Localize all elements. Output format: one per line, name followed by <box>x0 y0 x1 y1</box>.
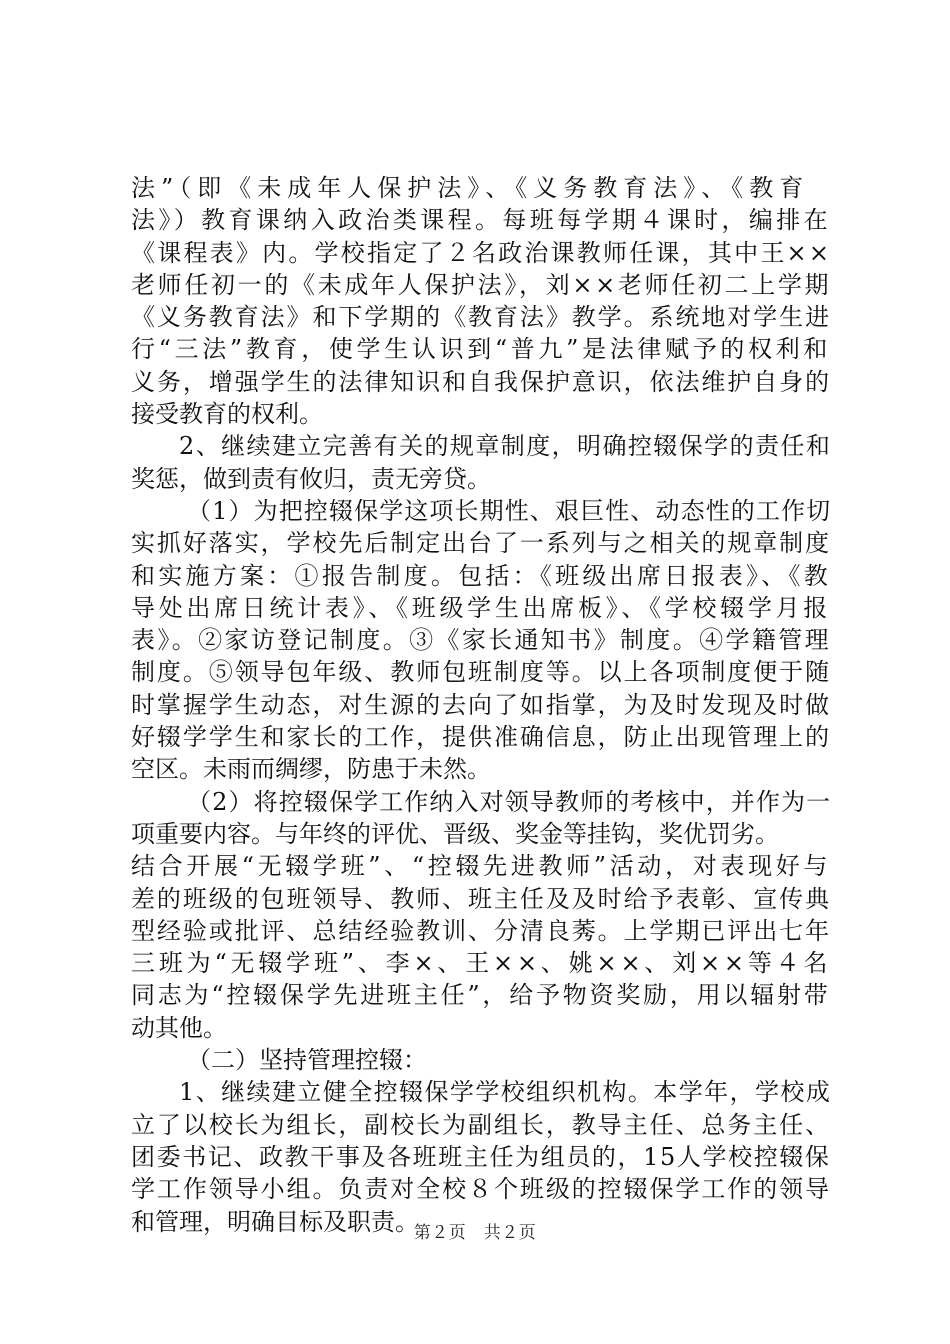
page-footer: 第２页 共２页 <box>413 1223 537 1243</box>
text-line: 学工作领导小组。负责对全校８个班级的控辍保学工作的领导 <box>131 1175 831 1204</box>
text-line: 表》。②家访登记制度。③《家长通知书》制度。④学籍管理 <box>131 626 831 655</box>
text-line: 制度。⑤领导包年级、教师包班制度等。以上各项制度便于随 <box>131 658 831 687</box>
text-line: 结合开展“无辍学班”、“控辍先进教师”活动，对表现好与 <box>131 852 832 881</box>
text-line: 好辍学学生和家长的工作，提供准确信息，防止出现管理上的 <box>131 723 831 752</box>
text-line: 型经验或批评、总结经验教训、分清良莠。上学期已评出七年 <box>131 916 831 945</box>
text-line: 空区。未雨而绸缪，防患于未然。 <box>131 755 491 784</box>
text-line: （2）将控辍保学工作纳入对领导教师的考核中，并作为一 <box>187 787 832 816</box>
text-line: 项重要内容。与年终的评优、晋级、奖金等挂钩，奖优罚劣。 <box>131 819 779 848</box>
text-line: 1、继续建立健全控辍保学学校组织机构。本学年，学校成 <box>179 1078 832 1107</box>
text-line: 《课程表》内。学校指定了２名政治课教师任课，其中王×× <box>131 238 832 267</box>
text-line: 老师任初一的《未成年人保护法》，刘××老师任初二上学期 <box>131 270 832 299</box>
text-line: 法”（即《未成年人保护法》、《义务教育法》、《教育 <box>131 174 810 202</box>
text-line: 动其他。 <box>131 1013 227 1042</box>
text-line: 立了以校长为组长，副校长为副组长，教导主任、总务主任、 <box>131 1110 831 1139</box>
text-line: 《义务教育法》和下学期的《教育法》教学。系统地对学生进 <box>131 303 831 332</box>
text-line: 义务，增强学生的法律知识和自我保护意识，依法维护自身的 <box>131 367 831 396</box>
text-line: 行“三法”教育，使学生认识到“普九”是法律赋予的权利和 <box>131 335 832 364</box>
text-line: 导处出席日统计表》、《班级学生出席板》、《学校辍学月报 <box>131 593 831 622</box>
body-text <box>131 172 831 1238</box>
text-line: （二）坚持管理控辍： <box>187 1046 427 1075</box>
text-line: 团委书记、政教干事及各班班主任为组员的，15人学校控辍保 <box>131 1142 831 1171</box>
text-line: 实抓好落实，学校先后制定出台了一系列与之相关的规章制度 <box>131 529 831 558</box>
text-line: 奖惩，做到责有攸归，责无旁贷。 <box>131 464 491 493</box>
text-line: 接受教育的权利。 <box>131 400 323 429</box>
text-line: 同志为“控辍保学先进班主任”，给予物资奖励，用以辐射带 <box>131 981 831 1010</box>
text-line: 法》）教育课纳入政治类课程。每班每学期４课时，编排在 <box>131 206 831 235</box>
text-line: 和实施方案：①报告制度。包括：《班级出席日报表》、《教 <box>131 561 831 590</box>
text-line: 2、继续建立完善有关的规章制度，明确控辍保学的责任和 <box>179 432 832 461</box>
text-line: 差的班级的包班领导、教师、班主任及及时给予表彰、宣传典 <box>131 884 831 913</box>
text-line: 三班为“无辍学班”、李×、王××、姚××、刘××等４名 <box>131 949 832 978</box>
text-line: 时掌握学生动态，对生源的去向了如指掌，为及时发现及时做 <box>131 690 831 719</box>
text-line: 和管理，明确目标及职责。 <box>131 1207 419 1236</box>
text-line: （1）为把控辍保学这项长期性、艰巨性、动态性的工作切 <box>187 496 832 525</box>
